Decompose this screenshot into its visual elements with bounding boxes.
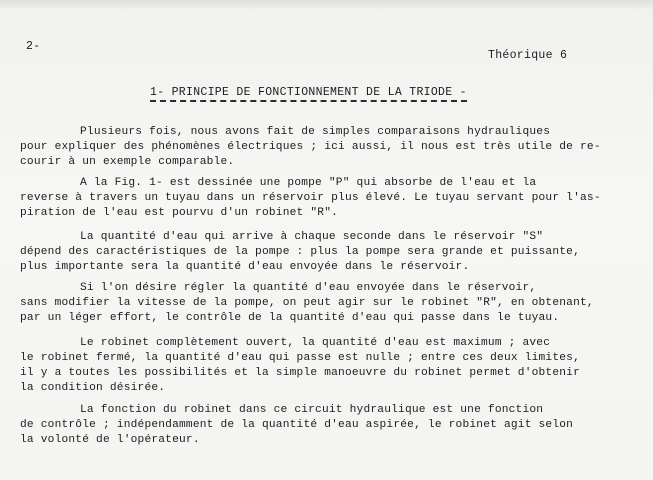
- section-title: [150, 86, 467, 99]
- paragraph-line: dépend des caractéristiques de la pompe : plus la pompe sera grande et puissante,: [20, 246, 581, 258]
- paragraph-line: le robinet fermé, la quantité d'eau qui passe est nulle ; entre ces deux limites,: [20, 352, 581, 364]
- page-number: 2-: [26, 40, 41, 53]
- paragraph-line: Plusieurs fois, nous avons fait de simples comparaisons hydrauliques: [80, 126, 551, 138]
- paragraph-line: de contrôle ; indépendamment de la quantité d'eau aspirée, le robinet agit selon: [20, 419, 574, 431]
- paragraph-1: [20, 125, 620, 170]
- section-title-text: 1- PRINCIPE DE FONCTIONNEMENT DE LA TRIODE -: [150, 86, 467, 102]
- paragraph-line: la condition désirée.: [20, 382, 166, 394]
- paragraph-line: plus importante sera la quantité d'eau envoyée dans le réservoir.: [20, 261, 470, 273]
- paragraph-line: courir à un exemple comparable.: [20, 156, 235, 168]
- page-top-shadow: [0, 0, 653, 10]
- paragraph-line: La fonction du robinet dans ce circuit hydraulique est une fonction: [80, 404, 544, 416]
- header-label: Théorique 6: [488, 49, 568, 62]
- paragraph-4: [20, 281, 620, 326]
- paragraph-line: La quantité d'eau qui arrive à chaque seconde dans le réservoir "S": [80, 231, 544, 243]
- paragraph-line: piration de l'eau est pourvu d'un robinet "R".: [20, 207, 339, 219]
- paragraph-3: [20, 230, 620, 275]
- paragraph-line: par un léger effort, le contrôle de la quantité d'eau qui passe dans le tuyau.: [20, 312, 560, 324]
- paragraph-line: Le robinet complètement ouvert, la quantité d'eau est maximum ; avec: [80, 337, 551, 349]
- paragraph-line: Si l'on désire régler la quantité d'eau envoyée dans le réservoir,: [80, 282, 537, 294]
- paragraph-5: [20, 336, 620, 396]
- paragraph-line: il y a toutes les possibilités et la simple manoeuvre du robinet permet d'obtenir: [20, 367, 581, 379]
- paragraph-line: A la Fig. 1- est dessinée une pompe "P" qui absorbe de l'eau et la: [80, 177, 537, 189]
- paragraph-2: [20, 176, 620, 221]
- paragraph-6: [20, 403, 620, 448]
- paragraph-line: sans modifier la vitesse de la pompe, on peut agir sur le robinet "R", en obtenant,: [20, 297, 594, 309]
- paragraph-line: reverse à travers un tuyau dans un réservoir plus élevé. Le tuyau servant pour l'as-: [20, 192, 601, 204]
- paragraph-line: la volonté de l'opérateur.: [20, 434, 200, 446]
- paragraph-line: pour expliquer des phénomènes électriques ; ici aussi, il nous est très utile de re-: [20, 141, 601, 153]
